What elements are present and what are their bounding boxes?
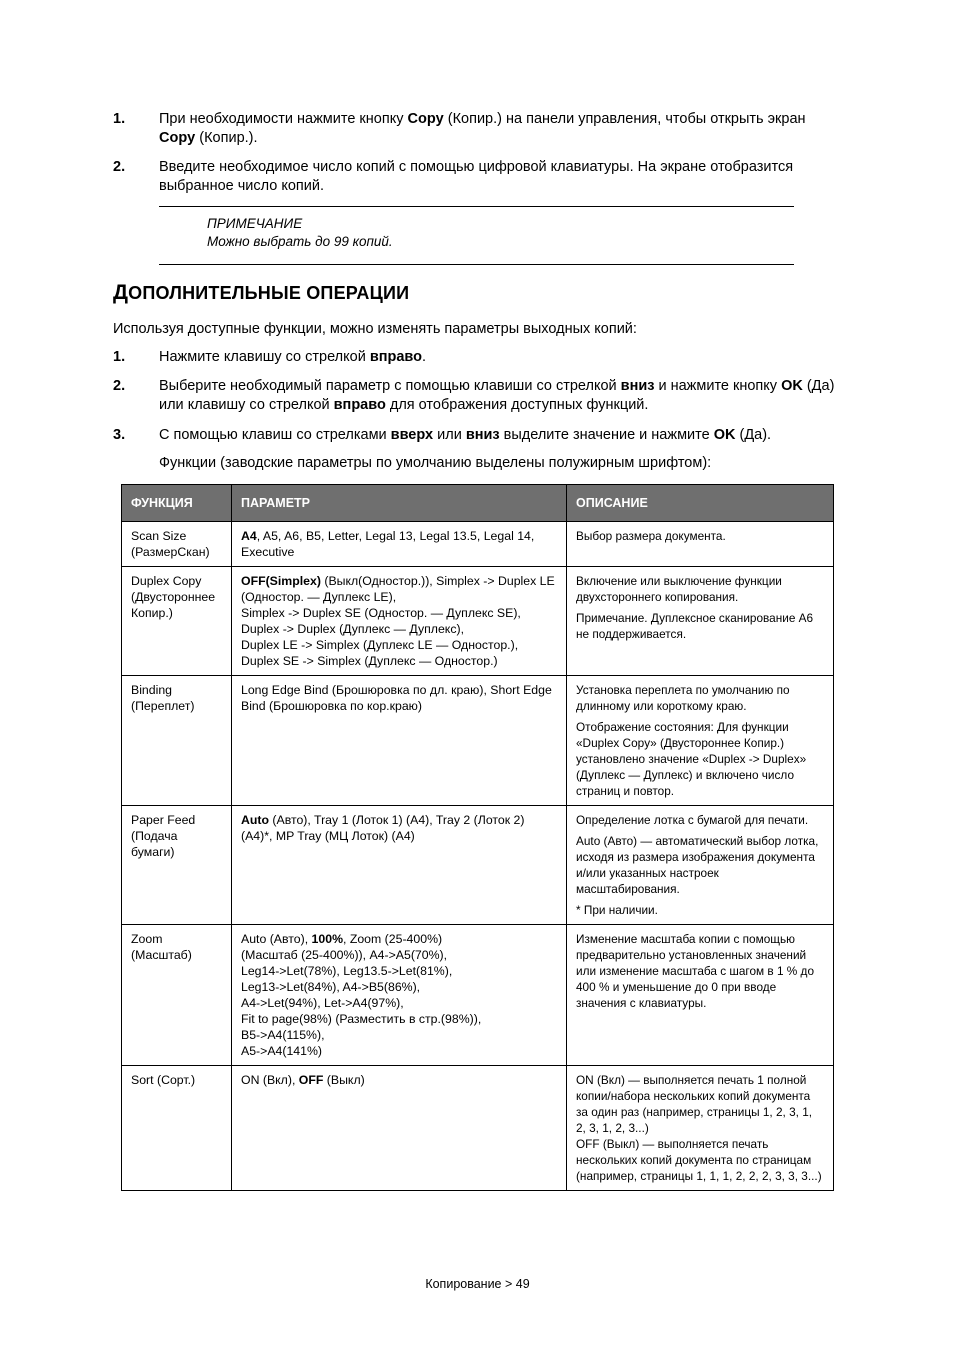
table-row [122,676,834,806]
step-text: При необходимости нажмите кнопку Copy (Копир.) на панели управления, чтобы открыть экран Copy (Копир.). [159,111,806,146]
section-intro: Используя доступные функции, можно изменять параметры выходных копий: [113,321,637,337]
step-1 [113,110,843,148]
parameter-cell: ON (Вкл), OFF (Выкл) [232,1066,567,1191]
description-paragraph: ON (Вкл) — выполняется печать 1 полной копии/набора нескольких копий документа за один раз (например, страницы 1, 2, 3, 1, 2, 3, 1, 2, 3...) OFF (Выкл) — выполняется печать нескольких копий документа по страницам (например, страницы 1, 1, 1, 2, 2, 2, 3, 3, 3...) [576,1073,822,1183]
table-row [122,925,834,1066]
step-text: С помощью клавиш со стрелками вверх или вниз выделите значение и нажмите OK (Да). [159,427,772,443]
table-header-row [122,485,834,522]
function-cell: Scan Size (РазмерСкан) [122,522,232,567]
description-cell [567,806,834,925]
step-number: 1. [113,111,126,127]
parameter-cell: Auto (Авто), 100%, Zoom (25-400%) (Масштаб (25-400%)), A4->A5(70%), Leg14->Let(78%), Leg13.5->Let(81%), Leg13->Let(84%), A4->B5(86%), A4->Let(94%), Let->A4(97%), Fit to page(98%) (Разместить в стр.(98%)), B5->A4(115%), A5->A4(141%) [232,925,567,1066]
table-row [122,806,834,925]
function-cell: Paper Feed (Подача бумаги) [122,806,232,925]
table-row [122,567,834,676]
description-paragraph: Установка переплета по умолчанию по длинному или короткому краю. [576,683,790,713]
parameter-cell: A4, A5, A6, B5, Letter, Legal 13, Legal 13.5, Legal 14, Executive [232,522,567,567]
column-header-description: ОПИСАНИЕ [567,485,834,522]
description-paragraph: Примечание. Дуплексное сканирование A6 не поддерживается. [576,611,814,641]
function-cell: Zoom (Масштаб) [122,925,232,1066]
op-step-3 [113,426,843,445]
column-header-parameter: ПАРАМЕТР [232,485,567,522]
step-2 [113,158,843,196]
note-text: Можно выбрать до 99 копий. [207,233,393,249]
description-paragraph: Определение лотка с бумагой для печати. [576,813,809,827]
note-title: ПРИМЕЧАНИЕ [207,216,303,231]
description-cell [567,567,834,676]
functions-note: Функции (заводские параметры по умолчанию выделены полужирным шрифтом): [159,455,712,471]
page-footer: Копирование > 49 [425,1277,530,1291]
note-rule-bottom [159,264,794,265]
description-paragraph: * При наличии. [576,903,658,917]
step-text: Введите необходимое число копий с помощью цифровой клавиатуры. На экране отобразится выбранное число копий. [159,159,794,194]
op-step-2 [113,377,843,415]
parameter-cell: Long Edge Bind (Брошюровка по дл. краю), Short Edge Bind (Брошюровка по кор.краю) [232,676,567,806]
description-paragraph: Отображение состояния: Для функции «Duplex Copy» (Двустороннее Копир.) установлено значение «Duplex -> Duplex» (Дуплекс — Дуплекс) и включено число страниц и повтор. [576,720,807,798]
description-cell [567,1066,834,1191]
description-cell [567,676,834,806]
step-number: 2. [113,159,126,175]
function-cell: Binding (Переплет) [122,676,232,806]
function-cell: Duplex Copy (Двустороннее Копир.) [122,567,232,676]
table-body [122,522,834,1191]
note-box [207,215,393,250]
section-heading: ДОПОЛНИТЕЛЬНЫЕ ОПЕРАЦИИ [113,281,410,304]
table-row [122,522,834,567]
step-text: Выберите необходимый параметр с помощью клавиши со стрелкой вниз и нажмите кнопку OK (Да) или клавишу со стрелкой вправо для отображения доступных функций. [159,378,835,413]
parameter-cell: OFF(Simplex) (Выкл(Одностор.)), Simplex -> Duplex LE (Одностор. — Дуплекс LE), Simplex -> Duplex SE (Одностор. — Дуплекс SE), Duplex -> Duplex (Дуплекс — Дуплекс), Duplex LE -> Simplex (Дуплекс LE — Одностор.), Duplex SE -> Simplex (Дуплекс — Одностор.) [232,567,567,676]
description-paragraph: Изменение масштаба копии с помощью предварительно установленных значений или изменение масштаба с шагом в 1 % до 400 % и уменьшение до 0 при вводе значения с клавиатуры. [576,932,815,1010]
step-number: 2. [113,378,126,394]
column-header-function: ФУНКЦИЯ [122,485,232,522]
description-cell [567,925,834,1066]
parameter-cell: Auto (Авто), Tray 1 (Лоток 1) (A4), Tray 2 (Лоток 2) (A4)*, MP Tray (МЦ Лоток) (A4) [232,806,567,925]
note-rule-top [159,206,794,207]
description-paragraph: Выбор размера документа. [576,529,726,543]
step-number: 1. [113,349,126,365]
description-paragraph: Auto (Авто) — автоматический выбор лотка, исходя из размера изображения документа и/или указанных настроек масштабирования. [576,834,819,896]
step-number: 3. [113,427,126,443]
table-row [122,1066,834,1191]
functions-table [121,484,834,1191]
step-text: Нажмите клавишу со стрелкой вправо. [159,349,427,365]
description-cell [567,522,834,567]
function-cell: Sort (Сорт.) [122,1066,232,1191]
op-step-1 [113,348,843,367]
description-paragraph: Включение или выключение функции двухстороннего копирования. [576,574,782,604]
